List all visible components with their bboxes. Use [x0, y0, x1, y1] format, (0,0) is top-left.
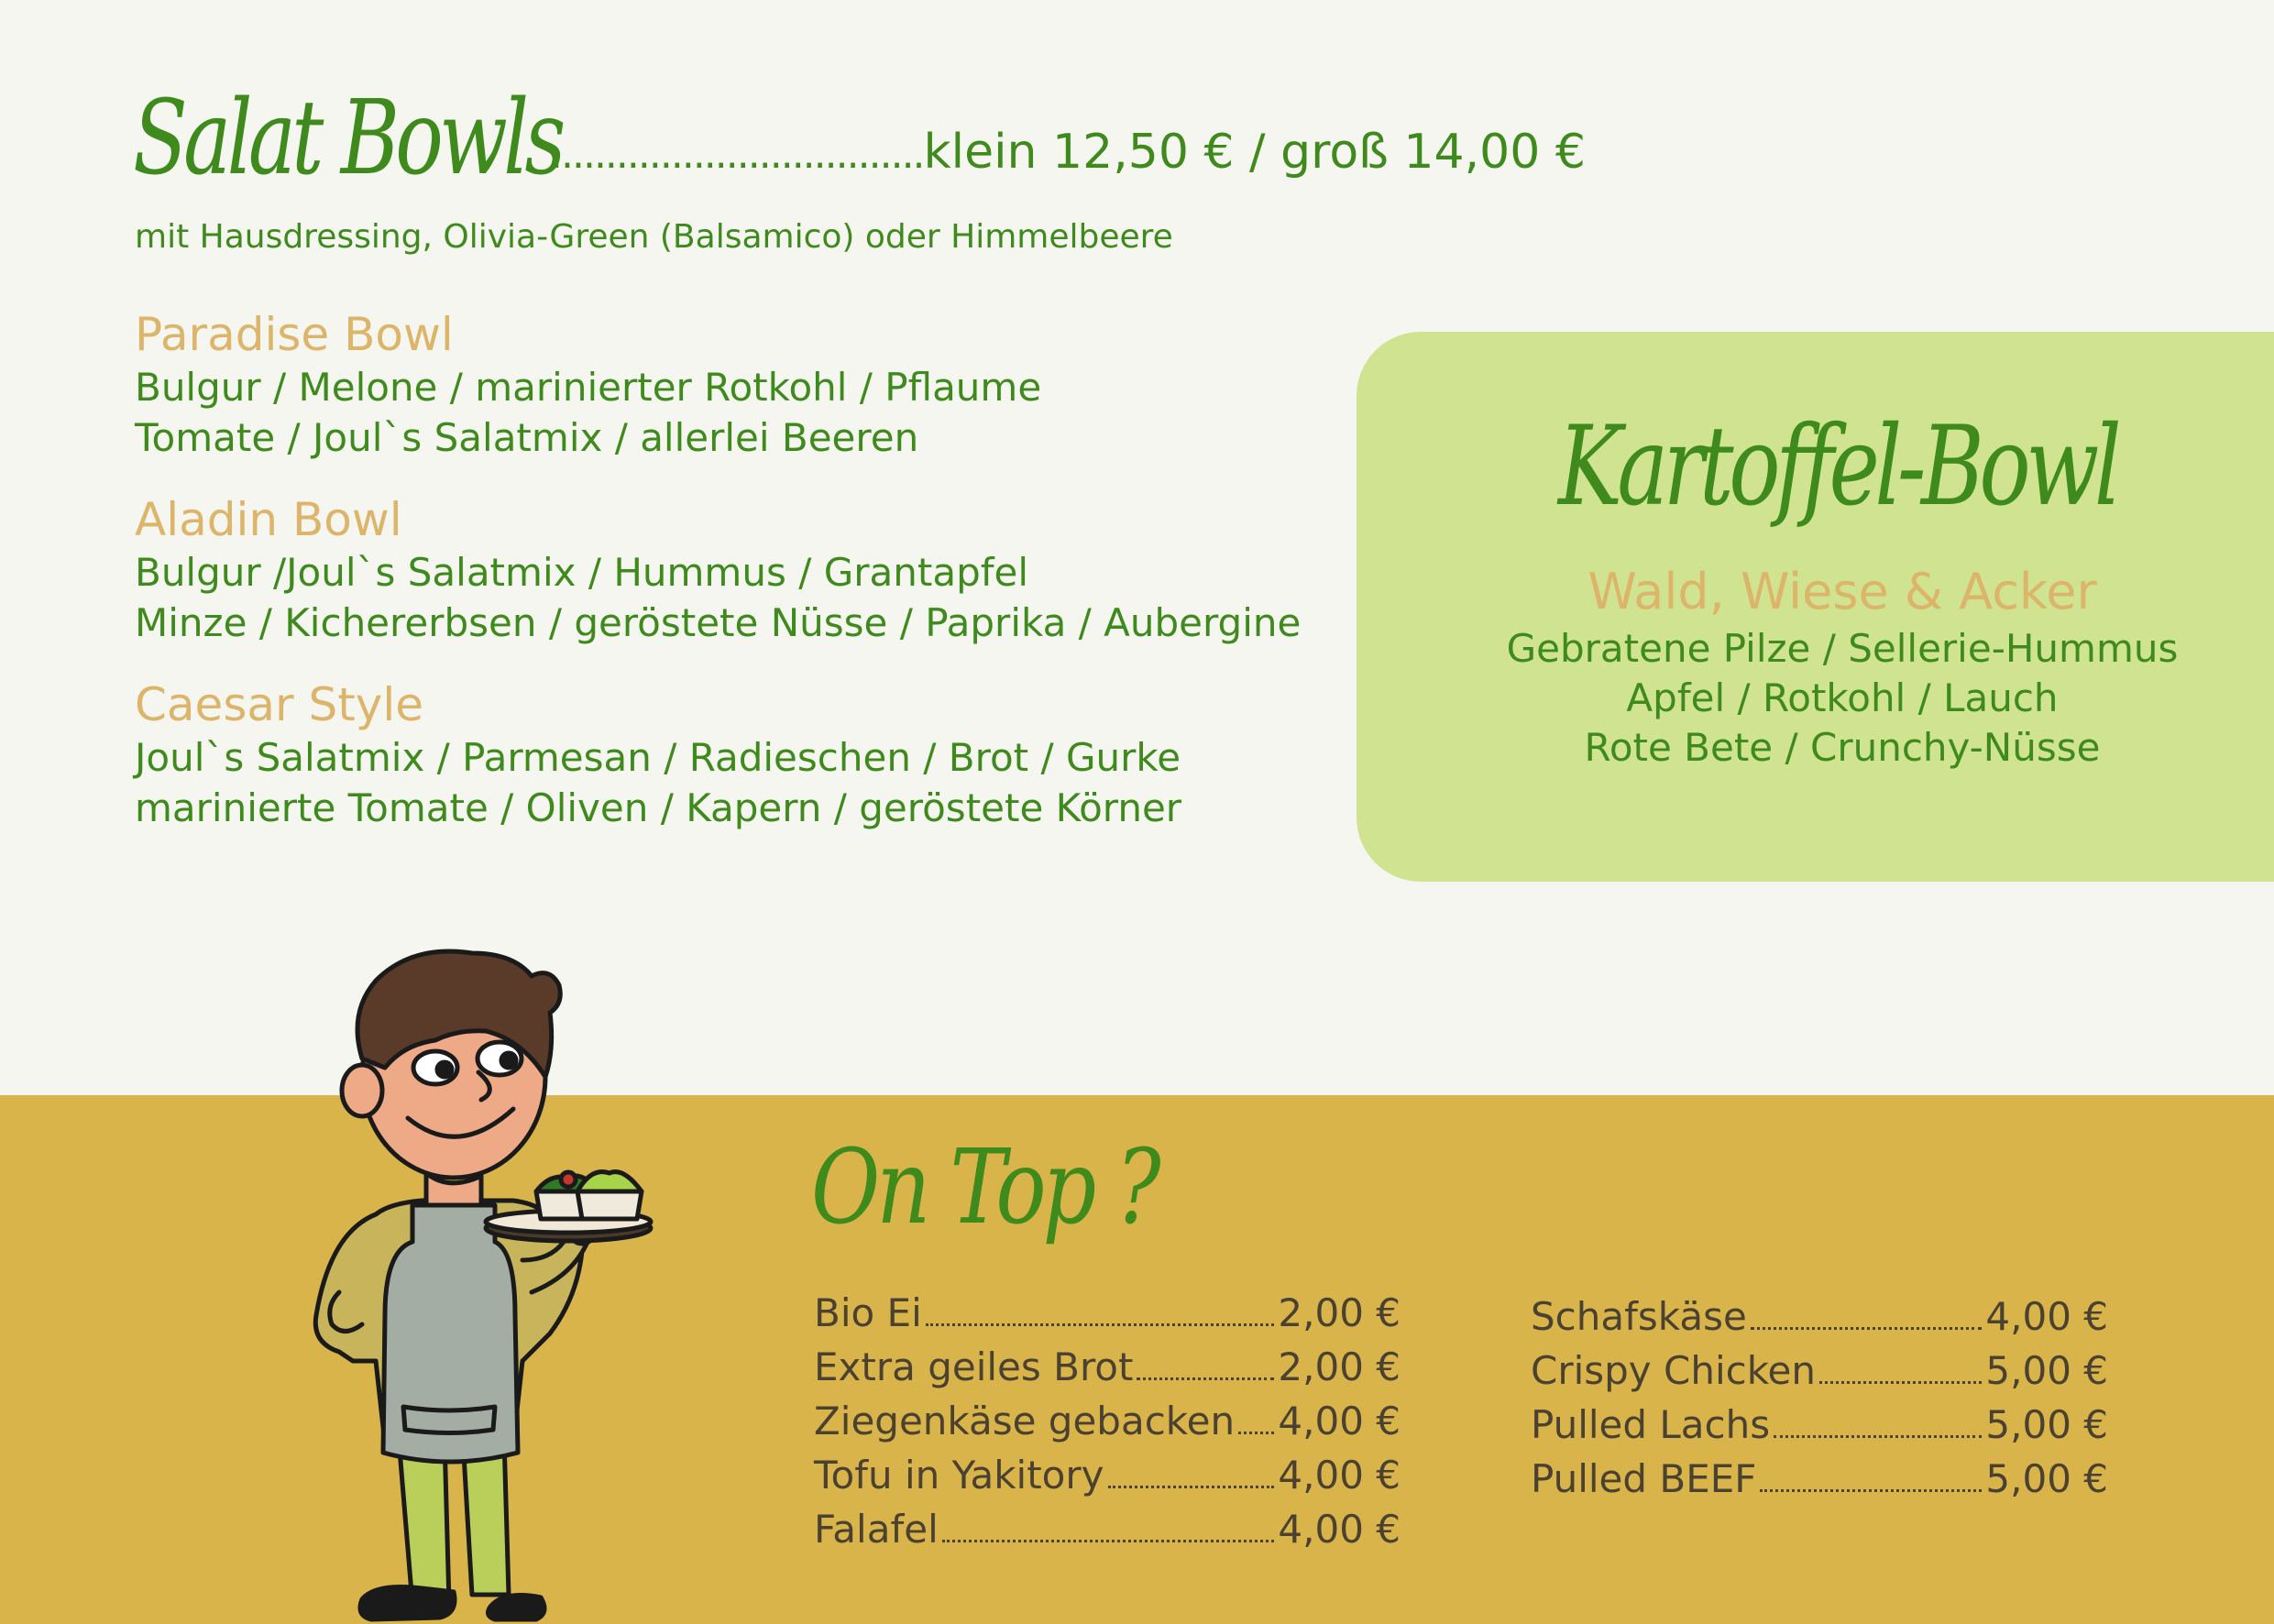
- on-top-item: [814, 1399, 1401, 1443]
- bowl-ingredients-line: Bulgur /Joul`s Salatmix / Hummus / Grantapfel: [135, 550, 1029, 595]
- bowl-name-paradise: Paradise Bowl: [135, 308, 454, 361]
- bowl-ingredients-line: Joul`s Salatmix / Parmesan / Radieschen / Brot / Gurke: [135, 735, 1181, 780]
- item-name: Pulled BEEF: [1531, 1456, 1757, 1501]
- item-price: 5,00 €: [1985, 1402, 2108, 1447]
- bowl-ingredients-line: marinierte Tomate / Oliven / Kapern / geröstete Körner: [135, 785, 1182, 830]
- item-price: 4,00 €: [1278, 1399, 1401, 1443]
- salat-bowls-subtitle: mit Hausdressing, Olivia-Green (Balsamico) oder Himmelbeere: [135, 218, 1173, 256]
- bowl-name-aladin: Aladin Bowl: [135, 493, 402, 546]
- leader-dots: [1238, 1431, 1274, 1434]
- leader-dots: [1137, 1377, 1274, 1380]
- item-price: 4,00 €: [1985, 1294, 2108, 1339]
- on-top-item: [814, 1453, 1401, 1498]
- item-name: Falafel: [814, 1507, 939, 1552]
- kartoffel-bowl-title: [1357, 403, 2274, 531]
- item-name: Crispy Chicken: [1531, 1348, 1817, 1393]
- salat-bowls-title: Salat Bowls: [133, 79, 562, 198]
- item-price: 5,00 €: [1985, 1456, 2108, 1501]
- item-name: Schafskäse: [1531, 1294, 1747, 1339]
- leader-dots: [1774, 1434, 1982, 1438]
- leader-dots: [1751, 1326, 1983, 1330]
- item-name: Tofu in Yakitory: [814, 1453, 1104, 1498]
- kartoffel-bowl-title-text: Kartoffel-Bowl: [1558, 403, 2117, 531]
- kartoffel-ingredients-line: Rote Bete / Crunchy-Nüsse: [1584, 725, 2101, 770]
- on-top-item: [1531, 1348, 2108, 1393]
- on-top-item: [814, 1344, 1401, 1389]
- on-top-list-right: [1531, 1294, 2108, 1501]
- kartoffel-bowl-subtitle: Wald, Wiese & Acker: [1587, 563, 2097, 620]
- item-price: 4,00 €: [1278, 1507, 1401, 1552]
- on-top-title: On Top ?: [811, 1128, 1158, 1247]
- kartoffel-ingredients-line: Apfel / Rotkohl / Lauch: [1626, 675, 2059, 720]
- leader-dots: ..................................: [550, 131, 924, 178]
- on-top-item: [814, 1290, 1401, 1335]
- item-price: 4,00 €: [1278, 1453, 1401, 1498]
- bowl-name-caesar: Caesar Style: [135, 678, 424, 731]
- item-name: Bio Ei: [814, 1290, 922, 1335]
- item-name: Extra geiles Brot: [814, 1344, 1134, 1389]
- item-price: 5,00 €: [1985, 1348, 2108, 1393]
- bowl-ingredients-line: Minze / Kichererbsen / geröstete Nüsse / Paprika / Aubergine: [135, 600, 1302, 645]
- leader-dots: [1108, 1485, 1275, 1488]
- salat-bowls-price: klein 12,50 € / groß 14,00 €: [923, 125, 1586, 180]
- leader-dots: [942, 1539, 1275, 1542]
- item-name: Ziegenkäse gebacken: [814, 1399, 1236, 1443]
- item-price: 2,00 €: [1278, 1290, 1401, 1335]
- waiter-character-illustration: [275, 930, 697, 1624]
- salat-bowls-header: [133, 79, 1586, 198]
- leader-dots: [1760, 1488, 1982, 1492]
- item-price: 2,00 €: [1278, 1344, 1401, 1389]
- item-name: Pulled Lachs: [1531, 1402, 1771, 1447]
- leader-dots: [1819, 1380, 1982, 1384]
- on-top-item: [1531, 1402, 2108, 1447]
- leader-dots: [926, 1322, 1275, 1326]
- kartoffel-ingredients-line: Gebratene Pilze / Sellerie-Hummus: [1506, 626, 2179, 671]
- on-top-list-left: [814, 1290, 1401, 1552]
- bowl-ingredients-line: Bulgur / Melone / marinierter Rotkohl / Pflaume: [135, 365, 1042, 410]
- on-top-item: [1531, 1294, 2108, 1339]
- on-top-item: [1531, 1456, 2108, 1501]
- on-top-item: [814, 1507, 1401, 1552]
- bowl-ingredients-line: Tomate / Joul`s Salatmix / allerlei Beeren: [135, 415, 919, 460]
